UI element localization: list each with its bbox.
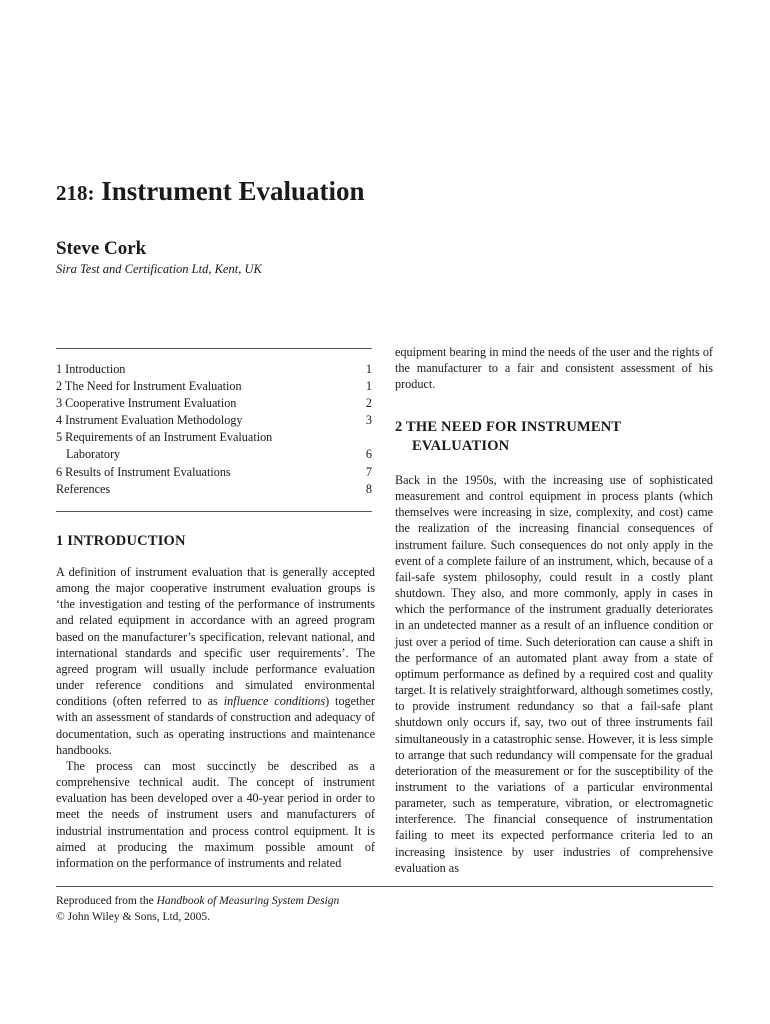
- handbook-title: Handbook of Measuring System Design: [156, 895, 340, 907]
- author-affiliation: Sira Test and Certification Ltd, Kent, UK: [56, 262, 262, 276]
- footer-note: [56, 893, 339, 925]
- footer-source-line: Reproduced from the Handbook of Measuring System Design: [56, 895, 340, 907]
- toc-entry[interactable]: 4 Instrument Evaluation Methodology 3: [56, 413, 372, 428]
- author-name: Steve Cork: [56, 238, 147, 259]
- intro-paragraph-1: A definition of instrument evaluation that is generally accepted among the major cooperative instrument evaluation groups is ‘the investigation and testing of the performance of instruments and related equipment in accordance with an agreed program based on the manufacturer’s specification, relevant national, and international standards and specific user requirements’. The agreed program will usually include performance evaluation under reference conditions and simulated environmental conditions (often referred to as influence conditions) together with an assessment of standards of construction and adequacy of documentation, such as operating instructions and maintenance handbooks.: [56, 565, 375, 757]
- chapter-title-text: Instrument Evaluation: [101, 176, 365, 206]
- toc-entry[interactable]: References 8: [56, 481, 372, 496]
- toc-top-rule: [56, 348, 372, 349]
- section-2-body: Back in the 1950s, with the increasing use of sophisticated measurement and control equipment in process plants (which themselves were increasing in size, complexity, and cost) came the realization of the increasing financial consequences of instrument failure. Such consequences do not only apply in the event of a complete failure of an instrument, which, because of a fail-safe system philosophy, could result in a costly plant shutdown. They also, and more commonly, apply in cases in which the performance of the instrument gradually deteriorates in an undetected manner as a result of an influence condition or just over a period of time. Such deterioration can cause a shift in the performance of an automated plant away from a state of optimum performance as defined by a required cost and quality target. It is relatively straightforward, although sometimes costly, to provide instrument redundancy so that a fail-safe plant shutdown only occurs if, say, two out of three instruments fail simultaneously in a catastrophic sense. However, it is less simple to arrange that such redundancy will compensate for the gradual deterioration of the measurement or for the susceptibility of the instrument to the variations of a particular environmental parameter, such as temperature, vibration, or electromagnetic interference. The financial consequence of instrumentation failing to meet its expected performance criteria led to an increasing insistence by user industries of comprehensive evaluation as: [395, 473, 713, 875]
- toc-entry[interactable]: 5 Requirements of an Instrument Evaluation: [56, 430, 273, 445]
- toc-bottom-rule: [56, 511, 372, 512]
- section-1-heading: 1 INTRODUCTION: [56, 533, 186, 549]
- footer-copyright: © John Wiley & Sons, Ltd, 2005.: [56, 911, 211, 923]
- toc-entry[interactable]: 6 Results of Instrument Evaluations 7: [56, 464, 372, 479]
- footer-rule: [56, 886, 713, 887]
- chapter-number: 218:: [56, 181, 95, 205]
- intro-continuation: equipment bearing in mind the needs of the user and the rights of the manufacturer to a fair and consistent assessment of his product.: [395, 345, 713, 392]
- toc-entry[interactable]: Laboratory 6: [66, 447, 372, 462]
- toc-entry[interactable]: 2 The Need for Instrument Evaluation 1: [56, 379, 372, 394]
- section-1-body: [56, 564, 375, 871]
- section-2-heading: 2 THE NEED FOR INSTRUMENT EVALUATION: [395, 419, 622, 454]
- toc-entry[interactable]: 1 Introduction 1: [56, 362, 372, 376]
- chapter-title: [56, 176, 365, 207]
- intro-paragraph-2: The process can most succinctly be described as a comprehensive technical audit. The concept of instrument evaluation has been developed over a 40-year period in order to meet the needs of instrument users and manufacturers of industrial instrumentation and process control equipment. It is aimed at producing the maximum possible amount of information on the performance of instruments and related: [56, 758, 375, 870]
- influence-conditions-term: influence conditions: [223, 694, 326, 709]
- table-of-contents: [56, 361, 372, 498]
- toc-entry[interactable]: 3 Cooperative Instrument Evaluation 2: [56, 396, 372, 411]
